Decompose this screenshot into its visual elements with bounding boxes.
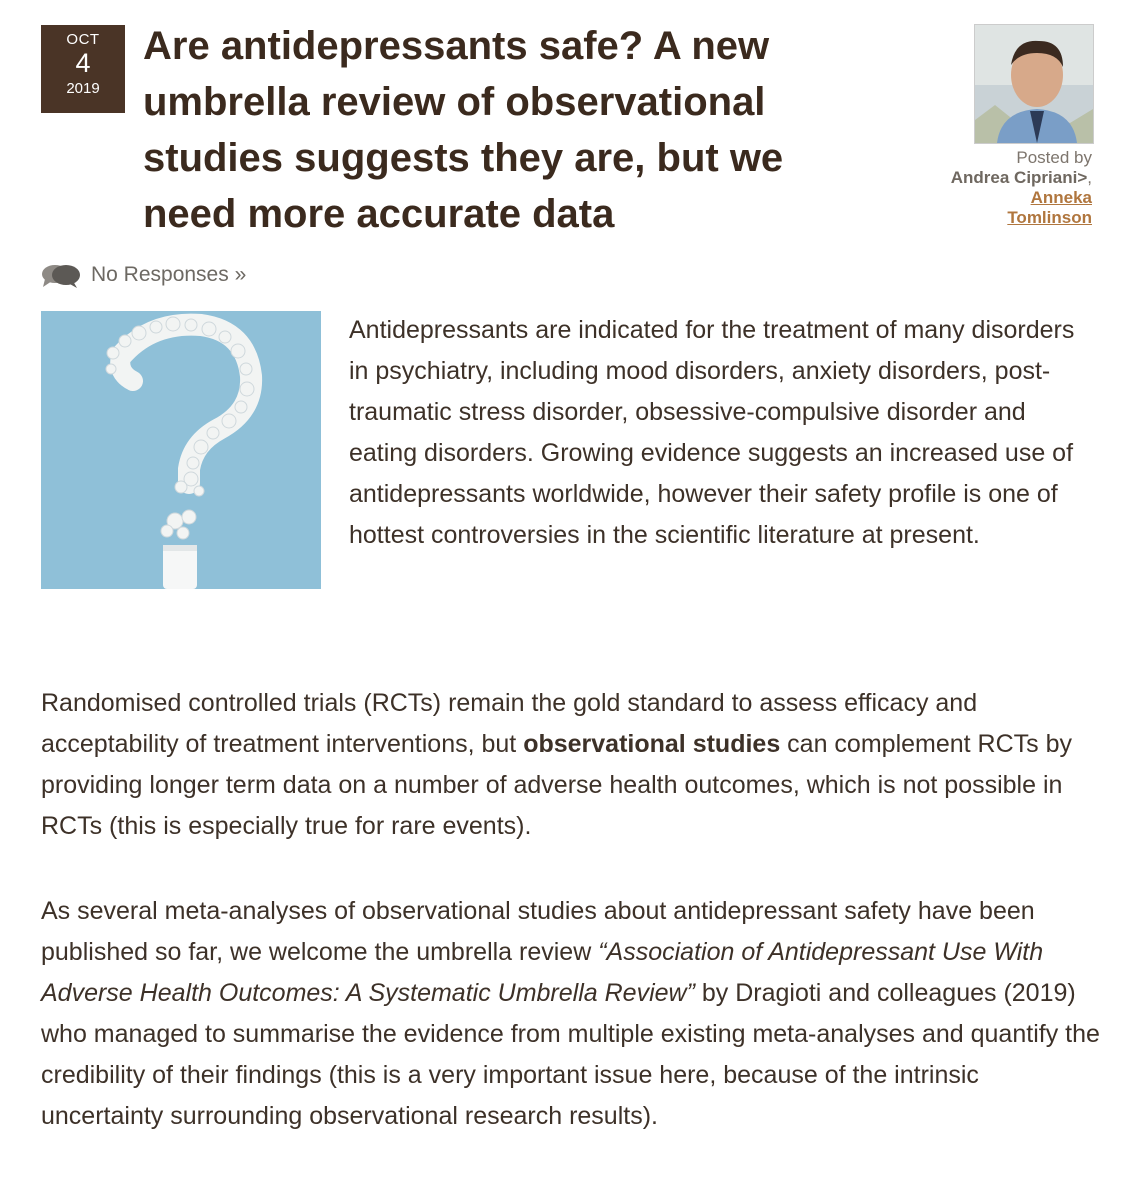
p2-text-start: Randomised controlled trials (RCTs) remain the gold standard to assess efficacy and acceptability of treatment interventions, but: [41, 689, 978, 758]
rct-paragraph: [41, 683, 1101, 847]
p2-text-end: can complement RCTs by providing longer term data on a number of adverse health outcomes, which is not possible in RCTs (this is especially true for rare events).: [41, 730, 1073, 840]
date-month: OCT: [66, 31, 100, 48]
observational-studies-link[interactable]: observational studies: [523, 730, 781, 758]
author-byline: [902, 148, 1092, 228]
author-name-1[interactable]: Andrea Cipriani>: [950, 168, 1088, 187]
date-year: 2019: [66, 80, 100, 97]
post-date-badge: [41, 25, 125, 113]
post-title[interactable]: Are antidepressants safe? A new umbrella review of observational studies suggests they are, but we need more accurate data: [143, 24, 784, 236]
author-link-2-line1[interactable]: Anneka: [1030, 188, 1092, 207]
comment-bubble-icon: [41, 261, 81, 289]
date-day: 4: [75, 48, 91, 78]
question-mark-pills-image: [41, 311, 321, 589]
review-title-link[interactable]: “Association of Antidepressant Use With Adverse Health Outcomes: A Systematic Umbrella Review”: [41, 938, 1044, 1007]
author-separator: ,: [1087, 168, 1092, 187]
p3-text-end: by Dragioti and colleagues (2019) who managed to summarise the evidence from multiple existing meta-analyses and quantify the credibility of their findings (this is a very important issue here, because of the intrinsic uncertainty surrounding observational research results).: [41, 979, 1100, 1130]
author-link-2-line2[interactable]: Tomlinson: [1007, 208, 1092, 227]
responses-link[interactable]: [41, 260, 246, 290]
intro-paragraph: Antidepressants are indicated for the treatment of many disorders in psychiatry, including mood disorders, anxiety disorders, post-traumatic stress disorder, obsessive-compulsive disorder and eating disorders. Growing evidence suggests an increased use of antidepressants worldwide, however their safety profile is one of hottest controversies in the scientific literature at present.: [349, 316, 1075, 549]
responses-label: No Responses »: [91, 263, 247, 286]
p3-text-start: As several meta-analyses of observational studies about antidepressant safety have been published so far, we welcome the umbrella review: [41, 897, 1035, 966]
author-photo-image: [975, 25, 1093, 143]
umbrella-review-paragraph: [41, 891, 1101, 1137]
posted-by-label: Posted by: [1016, 148, 1092, 167]
author-avatar[interactable]: [974, 24, 1094, 144]
